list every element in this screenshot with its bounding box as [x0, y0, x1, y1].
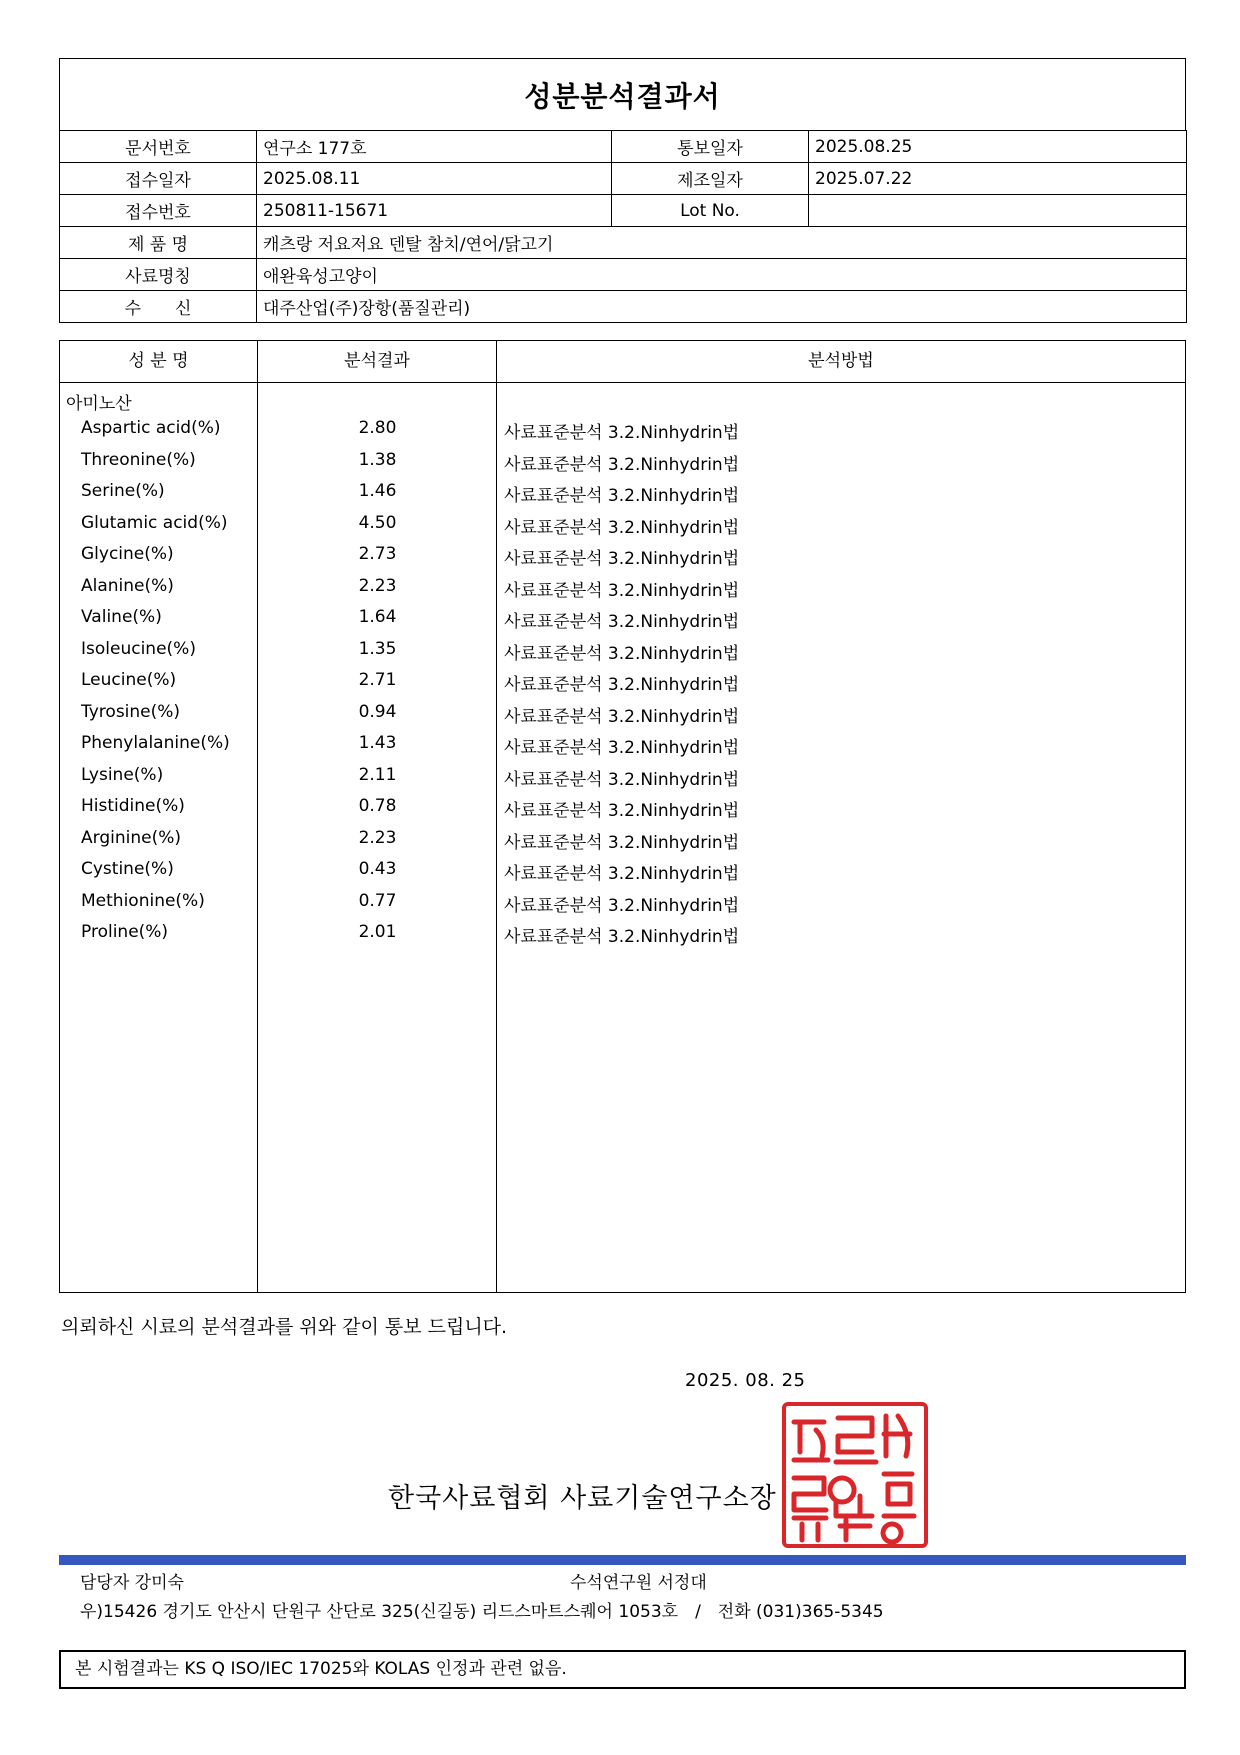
recipient-value: 대주산업(주)장항(품질관리)	[257, 291, 1187, 323]
result-row	[60, 508, 1185, 539]
organization-name: 한국사료협회 사료기술연구소장	[388, 1483, 777, 1514]
component-name: Aspartic acid(%)	[81, 418, 221, 438]
result-row	[60, 476, 1185, 507]
result-value: 2.23	[358, 827, 397, 848]
component-name: Proline(%)	[81, 922, 169, 942]
lot-no-label: Lot No.	[612, 195, 809, 227]
result-value: 0.94	[358, 701, 397, 722]
doc-no-label: 문서번호	[60, 131, 257, 163]
result-value: 0.77	[358, 890, 397, 911]
component-name: Lysine(%)	[81, 764, 164, 785]
component-name: Cystine(%)	[81, 859, 174, 879]
analysis-method: 사료표준분석 3.2.Ninhydrin법	[504, 895, 740, 916]
result-row	[60, 665, 1185, 696]
result-value: 1.64	[358, 607, 397, 627]
analysis-method: 사료표준분석 3.2.Ninhydrin법	[504, 864, 740, 884]
analysis-method: 사료표준분석 3.2.Ninhydrin법	[504, 612, 740, 632]
disclaimer-text: 본 시험결과는 KS Q ISO/IEC 17025와 KOLAS 인정과 관련 없음.	[75, 1659, 567, 1679]
disclaimer-box	[59, 1650, 1186, 1689]
component-name: Alanine(%)	[81, 575, 174, 596]
info-row	[60, 227, 1187, 259]
recipient-label: 수 신	[60, 291, 257, 323]
info-row	[60, 195, 1187, 227]
analysis-method: 사료표준분석 3.2.Ninhydrin법	[504, 832, 740, 853]
analysis-method: 사료표준분석 3.2.Ninhydrin법	[504, 580, 740, 601]
analysis-method: 사료표준분석 3.2.Ninhydrin법	[504, 675, 740, 695]
product-label: 제 품 명	[60, 227, 257, 259]
info-row	[60, 259, 1187, 291]
result-row	[60, 791, 1185, 822]
component-name: Glutamic acid(%)	[81, 512, 228, 533]
receipt-date-value: 2025.08.11	[257, 163, 612, 195]
group-label: 아미노산	[66, 394, 132, 414]
component-name: Histidine(%)	[81, 796, 185, 816]
component-name: Leucine(%)	[81, 670, 177, 690]
analysis-method: 사료표준분석 3.2.Ninhydrin법	[504, 801, 740, 821]
info-row	[60, 163, 1187, 195]
analysis-method: 사료표준분석 3.2.Ninhydrin법	[504, 486, 740, 506]
document-title: 성분분석결과서	[524, 80, 721, 113]
result-value: 0.78	[358, 796, 397, 816]
receipt-date-label: 접수일자	[60, 163, 257, 195]
mfg-date-label: 제조일자	[612, 163, 809, 195]
official-seal-icon	[780, 1400, 930, 1550]
result-row	[60, 445, 1185, 476]
method-header: 분석방법	[808, 351, 874, 371]
result-row	[60, 854, 1185, 885]
result-value: 1.46	[358, 481, 397, 501]
receipt-no-value: 250811-15671	[257, 195, 612, 227]
component-name: Serine(%)	[81, 481, 165, 501]
mfg-date-value: 2025.07.22	[809, 163, 1187, 195]
chief-researcher: 수석연구원 서정대	[570, 1573, 707, 1593]
component-name: Threonine(%)	[81, 449, 196, 470]
analysis-method: 사료표준분석 3.2.Ninhydrin법	[504, 738, 740, 758]
document-title-box	[59, 58, 1186, 131]
component-name: Valine(%)	[81, 607, 162, 627]
info-row	[60, 131, 1187, 163]
analysis-method: 사료표준분석 3.2.Ninhydrin법	[504, 643, 740, 664]
person-in-charge: 담당자 강미숙	[80, 1573, 184, 1593]
result-value: 1.43	[358, 733, 397, 753]
component-name: Isoleucine(%)	[81, 638, 196, 659]
results-header	[60, 341, 1185, 383]
component-name: Tyrosine(%)	[81, 701, 181, 722]
result-value: 1.35	[358, 638, 397, 659]
result-value: 2.11	[358, 764, 397, 785]
result-header: 분석결과	[344, 351, 410, 371]
issue-date: 2025. 08. 25	[685, 1370, 806, 1391]
lot-no-value	[809, 195, 1187, 227]
notice-date-value: 2025.08.25	[809, 131, 1187, 163]
result-row	[60, 539, 1185, 570]
result-row	[60, 823, 1185, 854]
feed-name-value: 애완육성고양이	[257, 259, 1187, 291]
feed-name-label: 사료명칭	[60, 259, 257, 291]
component-name: Glycine(%)	[81, 544, 174, 564]
receipt-no-label: 접수번호	[60, 195, 257, 227]
product-value: 캐츠랑 저요저요 덴탈 참치/연어/닭고기	[257, 227, 1187, 259]
results-table	[59, 340, 1186, 1293]
analysis-method: 사료표준분석 3.2.Ninhydrin법	[504, 927, 740, 947]
component-name: Phenylalanine(%)	[81, 733, 230, 753]
footer-divider-bar	[59, 1555, 1186, 1565]
component-name: Arginine(%)	[81, 827, 181, 848]
result-value: 0.43	[358, 859, 397, 879]
analysis-method: 사료표준분석 3.2.Ninhydrin법	[504, 423, 740, 443]
result-row	[60, 634, 1185, 665]
analysis-method: 사료표준분석 3.2.Ninhydrin법	[504, 549, 740, 569]
result-value: 2.73	[358, 544, 397, 564]
doc-no-value: 연구소 177호	[257, 131, 612, 163]
result-row	[60, 413, 1185, 444]
result-value: 1.38	[358, 449, 397, 470]
result-row	[60, 917, 1185, 948]
address-line: 우)15426 경기도 안산시 단원구 산단로 325(신길동) 리드스마트스퀘어 1053호 / 전화 (031)365-5345	[80, 1602, 884, 1622]
analysis-method: 사료표준분석 3.2.Ninhydrin법	[504, 769, 740, 790]
notice-text: 의뢰하신 시료의 분석결과를 위와 같이 통보 드립니다.	[61, 1316, 508, 1338]
result-value: 2.71	[358, 670, 397, 690]
info-row	[60, 291, 1187, 323]
analysis-method: 사료표준분석 3.2.Ninhydrin법	[504, 706, 740, 727]
result-row	[60, 697, 1185, 728]
component-header: 성 분 명	[128, 351, 189, 371]
result-row	[60, 571, 1185, 602]
analysis-method: 사료표준분석 3.2.Ninhydrin법	[504, 517, 740, 538]
result-value: 4.50	[358, 512, 397, 533]
result-value: 2.01	[358, 922, 397, 942]
result-value: 2.23	[358, 575, 397, 596]
component-name: Methionine(%)	[81, 890, 205, 911]
result-row	[60, 760, 1185, 791]
results-body	[60, 383, 1185, 1292]
result-value: 2.80	[358, 418, 397, 438]
result-row	[60, 728, 1185, 759]
analysis-method: 사료표준분석 3.2.Ninhydrin법	[504, 454, 740, 475]
result-row	[60, 886, 1185, 917]
info-table	[59, 130, 1187, 323]
notice-date-label: 통보일자	[612, 131, 809, 163]
result-row	[60, 602, 1185, 633]
